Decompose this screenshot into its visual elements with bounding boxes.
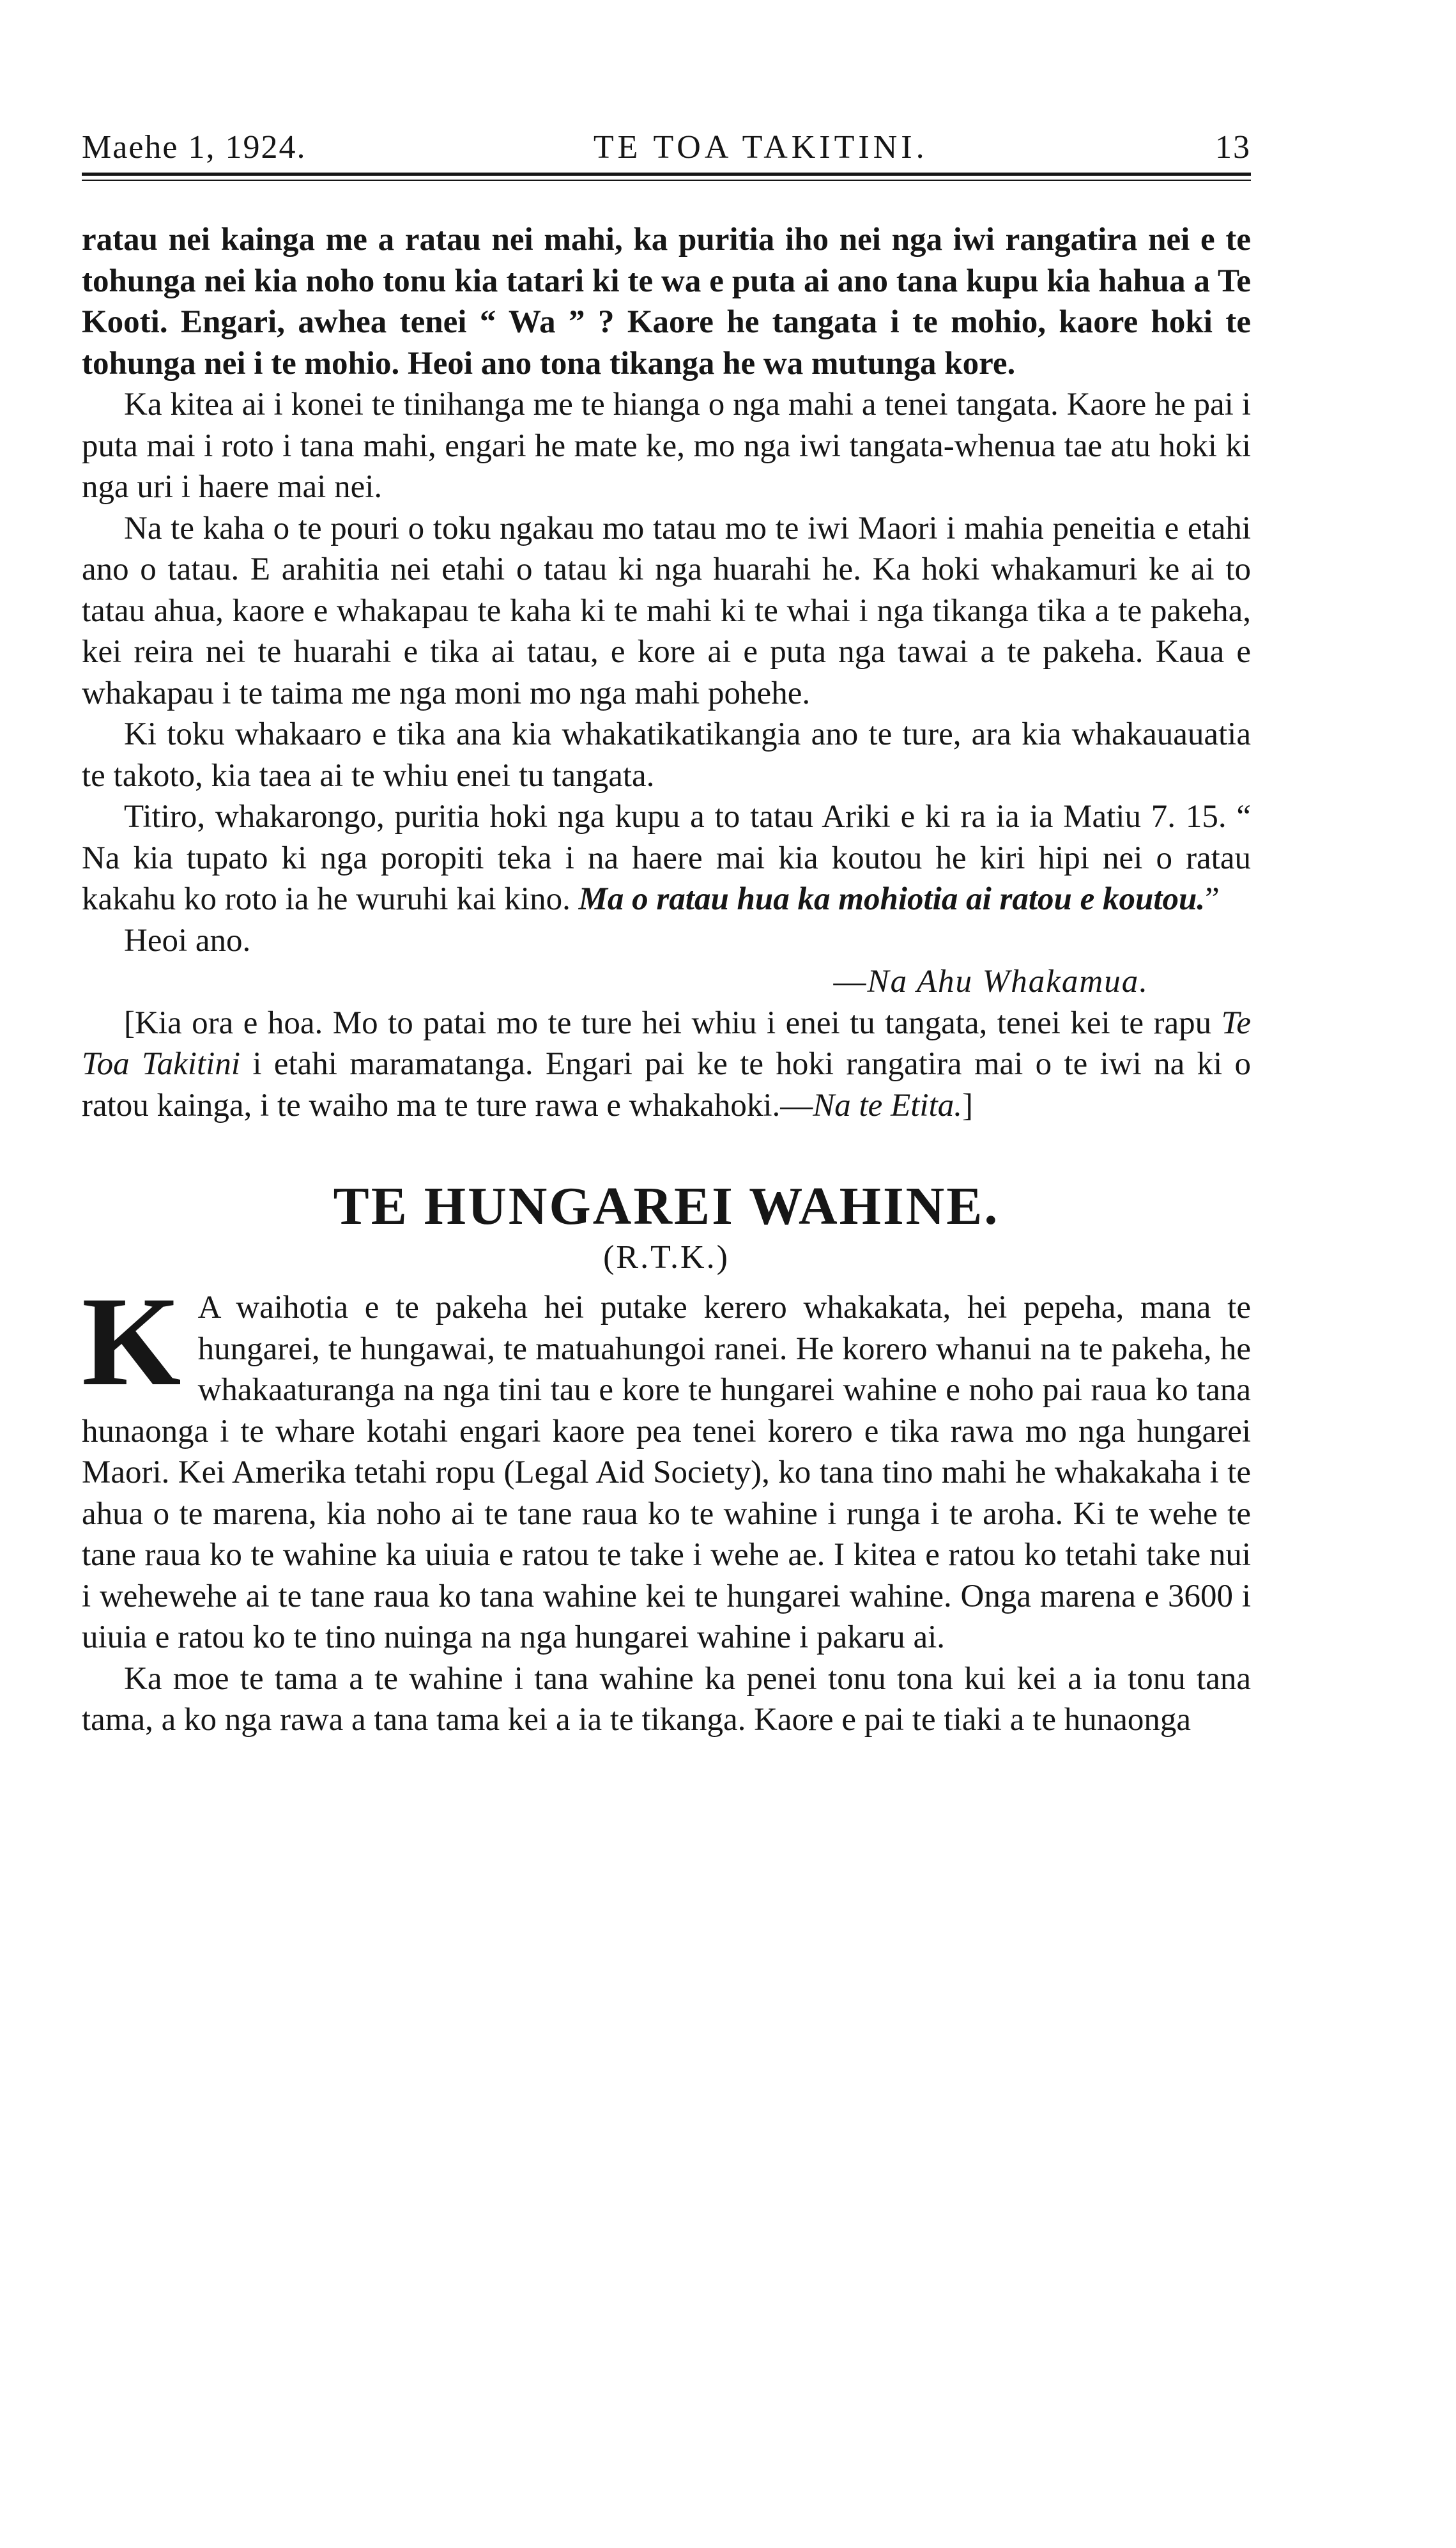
article-headline: TE HUNGAREI WAHINE. xyxy=(333,1177,1000,1236)
letter-closing: Heoi ano. xyxy=(124,922,251,959)
editor-note-text-2: i etahi maramatanga. Engari pai ke te hoki rangatira mai o te iwi na ki o ratou kainga, i te waiho ma te ture rawa e whakahoki.— xyxy=(82,1046,1251,1123)
letter-paragraph: Na te kaha o te pouri o toku ngakau mo tatau mo te iwi Maori i mahia peneitia e etahi ano o tatau. E arahitia nei etahi o tatau ki nga huarahi he. Ka hoki whakamuri ke ai to tatau ahua, kaore e whakapau te kaha ki te mahi ki te whai i nga tikanga tika a te pakeha, kei reira nei te huarahi e tika ai tatau, e kore ai e puta nga tawai a te pakeha. Kaua e whakapau i te taima me nga moni mo nga mahi pohehe. xyxy=(82,510,1251,711)
running-head xyxy=(82,128,1251,167)
article-paragraph: Ka moe te tama a te wahine i tana wahine ka penei tonu tona kui kei a ia tonu tana tama, a ko nga rawa a tana tama kei a ia te tikanga. Kaore e pai te tiaki a te hunaonga xyxy=(82,1660,1251,1738)
masthead-title: TE TOA TAKITINI. xyxy=(593,129,928,166)
page xyxy=(82,128,1251,1741)
letter-body xyxy=(82,219,1251,1126)
article-byline: (R.T.K.) xyxy=(603,1239,730,1276)
letter-paragraph: Ki toku whakaaro e tika ana kia whakatikatikangia ano te ture, ara kia whakauauatia te takoto, kia taea ai te whiu enei tu tangata. xyxy=(82,716,1251,794)
header-rule xyxy=(82,173,1251,181)
scripture-quote: Ma o ratau hua ka mohiotia ai ratou e koutou. xyxy=(578,881,1206,917)
issue-date: Maehe 1, 1924. xyxy=(82,129,307,166)
drop-cap: K xyxy=(82,1271,181,1412)
scripture-text: Titiro, whakarongo, puritia hoki nga kupu a to tatau Ariki e ki ra ia ia Matiu 7. 15. “ Na kia tupato ki nga poropiti teka i na haere mai kia koutou he kiri hipi nei o ratau kakahu ko roto ia he wuruhi kai kino. xyxy=(82,799,1251,917)
editor-note-close: ] xyxy=(962,1087,973,1123)
article-text: A waihotia e te pakeha hei putake kerero whakakata, hei pepeha, mana te hungarei, te hungawai, te matuahungoi ranei. He korero whanui na te pakeha, he whakaaturanga na nga tini tau e kore te hungarei wahine e noho pai raua ko tana hunaonga i te whare kotahi engari kaore pea tenei korero e tika rawa mo nga hungarei Maori. Kei Amerika tetahi ropu (Legal Aid Society), ko tana tino mahi he whakakaha i te ahua o te marena, kia noho ai te tane raua ko te wahine i runga i te aroha. Ki te wehe te tane raua ko te wahine ka uiuia e ratou te take i wehe ae. I kitea e ratou ko tetahi take nui i wehewehe ai te tane raua ko tana wahine kei te hungarei wahine. Onga marena e 3600 i uiuia e ratou ko te tino nuinga na nga hungarei wahine i pakaru ai. xyxy=(82,1290,1251,1655)
letter-signature xyxy=(82,961,1251,1003)
letter-paragraph: Ka kitea ai i konei te tinihanga me te hianga o nga mahi a tenei tangata. Kaore he pai i puta mai i roto i tana mahi, engari he mate ke, mo nga iwi tangata-whenua tae atu hoki ki nga uri i haere mai nei. xyxy=(82,387,1251,505)
editor-note-text: [Kia ora e hoa. Mo to patai mo te ture hei whiu i enei tu tangata, tenei kei te rapu xyxy=(124,1005,1212,1041)
signature-dash: — xyxy=(833,964,868,1000)
editor-note xyxy=(82,1003,1251,1127)
letter-paragraph: ratau nei kainga me a ratau nei mahi, ka puritia iho nei nga iwi rangatira nei e te tohunga nei kia noho tonu kia tatari ki te wa e puta ai ano tana kupu kia hahua a Te Kooti. Engari, awhea tenei “ Wa ” ? Kaore he tangata i te mohio, kaore hoki te tohunga nei i te mohio. Heoi ano tona tikanga he wa mutunga kore. xyxy=(82,222,1251,382)
letter-paragraph-with-quote xyxy=(82,796,1251,920)
signature-name: Na Ahu Whakamua. xyxy=(867,964,1149,1000)
page-number: 13 xyxy=(1215,129,1251,166)
article-paragraph xyxy=(82,1271,1251,1658)
editor-signature: Na te Etita. xyxy=(813,1087,962,1123)
paper-name: Te Toa Takitini xyxy=(82,1005,1251,1082)
quote-close: ” xyxy=(1205,881,1220,917)
article-body xyxy=(82,1271,1251,1741)
